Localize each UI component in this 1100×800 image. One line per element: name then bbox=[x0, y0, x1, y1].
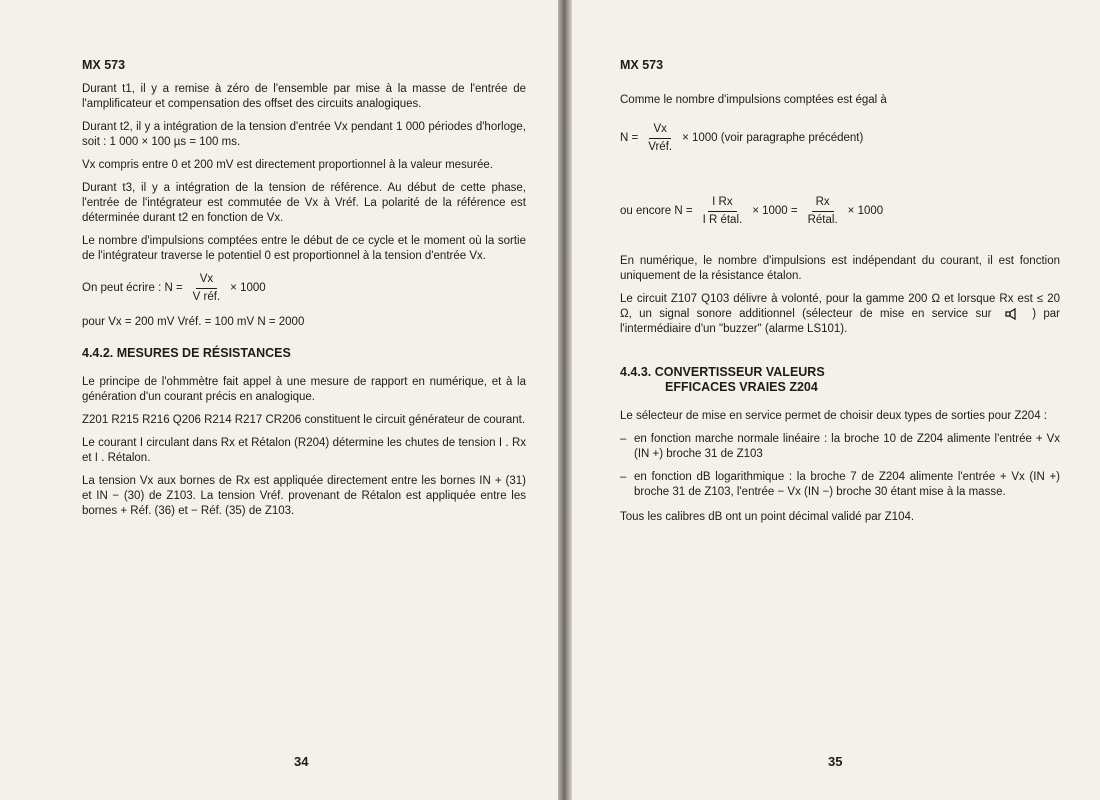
formula-prefix: ou encore N = bbox=[620, 205, 693, 217]
formula-n bbox=[620, 122, 1060, 155]
paragraph: La tension Vx aux bornes de Rx est appliquée directement entre les bornes IN + (31) et IN − (30) de Z103. La tension Vréf. provenant de Rétalon est appliquée entre les bornes + Réf. (36) et − Réf. (35) de Z103. bbox=[82, 475, 526, 517]
list-item: – en fonction dB logarithmique : la broche 7 de Z204 alimente l'entrée + Vx (IN +) broche 31 de Z103, l'entrée − Vx (IN −) broche 30 étant mise à la masse. bbox=[620, 470, 1060, 500]
fraction-denominator: V réf. bbox=[192, 291, 221, 303]
paragraph: Le principe de l'ohmmètre fait appel à une mesure de rapport en numérique, et à la génération d'un courant précis en analogique. bbox=[82, 376, 526, 403]
fraction-numerator: I Rx bbox=[708, 195, 736, 212]
fraction-numerator: Vx bbox=[649, 122, 670, 139]
buzzer-paragraph bbox=[620, 292, 1060, 337]
fraction bbox=[189, 272, 224, 305]
formula-n bbox=[82, 272, 526, 305]
paragraph: Durant t2, il y a intégration de la tension d'entrée Vx pendant 1 000 périodes d'horloge, soit : 1 000 × 100 µs = 100 ms. bbox=[82, 121, 526, 148]
right-page-text bbox=[620, 58, 1060, 533]
section-title: 4.4.2. MESURES DE RÉSISTANCES bbox=[82, 346, 291, 360]
formula-ratio bbox=[620, 195, 1060, 228]
fraction-denominator: I R étal. bbox=[702, 214, 743, 226]
fraction-denominator: Rétal. bbox=[807, 214, 838, 226]
paragraph: Le courant I circulant dans Rx et Rétalon (R204) détermine les chutes de tension I . Rx et I . Rétalon. bbox=[82, 437, 526, 464]
fraction bbox=[699, 195, 747, 228]
paragraph: En numérique, le nombre d'impulsions est indépendant du courant, il est fonction uniquement de la résistance étalon. bbox=[620, 255, 1060, 282]
fraction bbox=[644, 122, 676, 155]
formula-suffix: × 1000 bbox=[230, 282, 266, 294]
fraction bbox=[804, 195, 842, 228]
formula-middle: × 1000 = bbox=[752, 205, 798, 217]
buzzer-text-start: Le circuit Z107 Q103 délivre à volonté, pour la gamme 200 Ω et lorsque Rx est ≤ 20 Ω, un signal sonore additionnel (sélecteur de mise en service sur bbox=[620, 293, 1060, 320]
page-header: MX 573 bbox=[82, 58, 126, 72]
speaker-icon bbox=[1005, 308, 1019, 320]
section-title-line2: EFFICACES VRAIES Z204 bbox=[665, 380, 818, 394]
page-number: 34 bbox=[294, 754, 309, 769]
section-title-line1: 4.4.3. CONVERTISSEUR VALEURS bbox=[620, 365, 825, 379]
fraction-numerator: Vx bbox=[196, 272, 217, 289]
list-item: – en fonction marche normale linéaire : la broche 10 de Z204 alimente l'entrée + Vx (IN +) broche 31 de Z103 bbox=[620, 432, 1060, 462]
paragraph: Z201 R215 R216 Q206 R214 R217 CR206 constituent le circuit générateur de courant. bbox=[82, 414, 526, 426]
formula-suffix: × 1000 bbox=[847, 205, 884, 217]
paragraph: Durant t3, il y a intégration de la tension de référence. Au début de cette phase, l'entrée de l'intégrateur est commutée de Vx à Vréf. La polarité de la référence est déterminée durant t2 en fonction de Vx. bbox=[82, 182, 526, 224]
values-line: pour Vx = 200 mV Vréf. = 100 mV N = 2000 bbox=[82, 316, 305, 328]
formula-prefix: On peut écrire : N = bbox=[82, 282, 183, 294]
paragraph: Comme le nombre d'impulsions comptées est égal à bbox=[620, 94, 887, 106]
formula-prefix: N = bbox=[620, 132, 639, 144]
paragraph: Le sélecteur de mise en service permet de choisir deux types de sorties pour Z204 : bbox=[620, 410, 1047, 422]
buzzer-text-end: ) par l'intermédiaire d'un "buzzer" (alarme LS101). bbox=[620, 308, 1060, 335]
fraction-numerator: Rx bbox=[812, 195, 834, 212]
fraction-denominator: Vréf. bbox=[648, 141, 673, 153]
paragraph: Le nombre d'impulsions comptées entre le début de ce cycle et le moment où la sortie de l'intégrateur traverse le potentiel 0 est proportionnel à la tension d'entrée Vx. bbox=[82, 235, 526, 262]
section-title bbox=[620, 365, 1060, 395]
bullet-list bbox=[620, 432, 1060, 500]
book-gutter bbox=[558, 0, 572, 800]
left-page-text bbox=[82, 58, 526, 527]
paragraph: Durant t1, il y a remise à zéro de l'ensemble par mise à la masse de l'entrée de l'amplificateur et compensation des offset des circuits analogiques. bbox=[82, 83, 526, 110]
formula-suffix: × 1000 (voir paragraphe précédent) bbox=[682, 132, 864, 144]
page-number: 35 bbox=[828, 754, 843, 769]
right-page bbox=[572, 0, 1100, 800]
paragraph: Vx compris entre 0 et 200 mV est directement proportionnel à la valeur mesurée. bbox=[82, 159, 494, 171]
paragraph: Tous les calibres dB ont un point décimal validé par Z104. bbox=[620, 511, 915, 523]
page-header: MX 573 bbox=[620, 58, 664, 72]
